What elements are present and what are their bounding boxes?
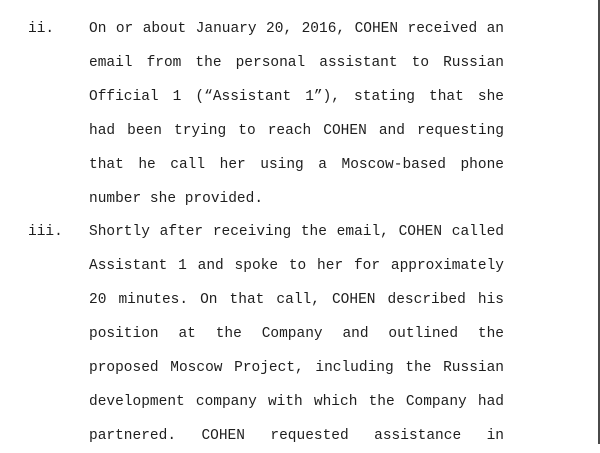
paragraph-number: iii. — [28, 224, 63, 240]
text-line: position at the Company and outlined the — [89, 326, 504, 342]
text-line: Official 1 (“Assistant 1”), stating that she — [89, 89, 504, 105]
text-line: development company with which the Company had — [89, 394, 504, 410]
paragraph-body — [89, 12, 504, 216]
paragraph-number: ii. — [28, 21, 55, 37]
text-line: had been trying to reach COHEN and requesting — [89, 123, 504, 139]
text-line: proposed Moscow Project, including the Russian — [89, 360, 504, 376]
text-line: partnered. COHEN requested assistance in — [89, 428, 504, 444]
text-line: that he call her using a Moscow-based phone — [89, 157, 504, 173]
text-line: 20 minutes. On that call, COHEN described his — [89, 292, 504, 308]
text-line: On or about January 20, 2016, COHEN received an — [89, 21, 504, 37]
text-line: Assistant 1 and spoke to her for approximately — [89, 258, 504, 274]
text-line: number she provided. — [89, 191, 264, 207]
paragraph-body — [89, 215, 504, 453]
text-line: email from the personal assistant to Russian — [89, 55, 504, 71]
text-line: Shortly after receiving the email, COHEN called — [89, 224, 504, 240]
